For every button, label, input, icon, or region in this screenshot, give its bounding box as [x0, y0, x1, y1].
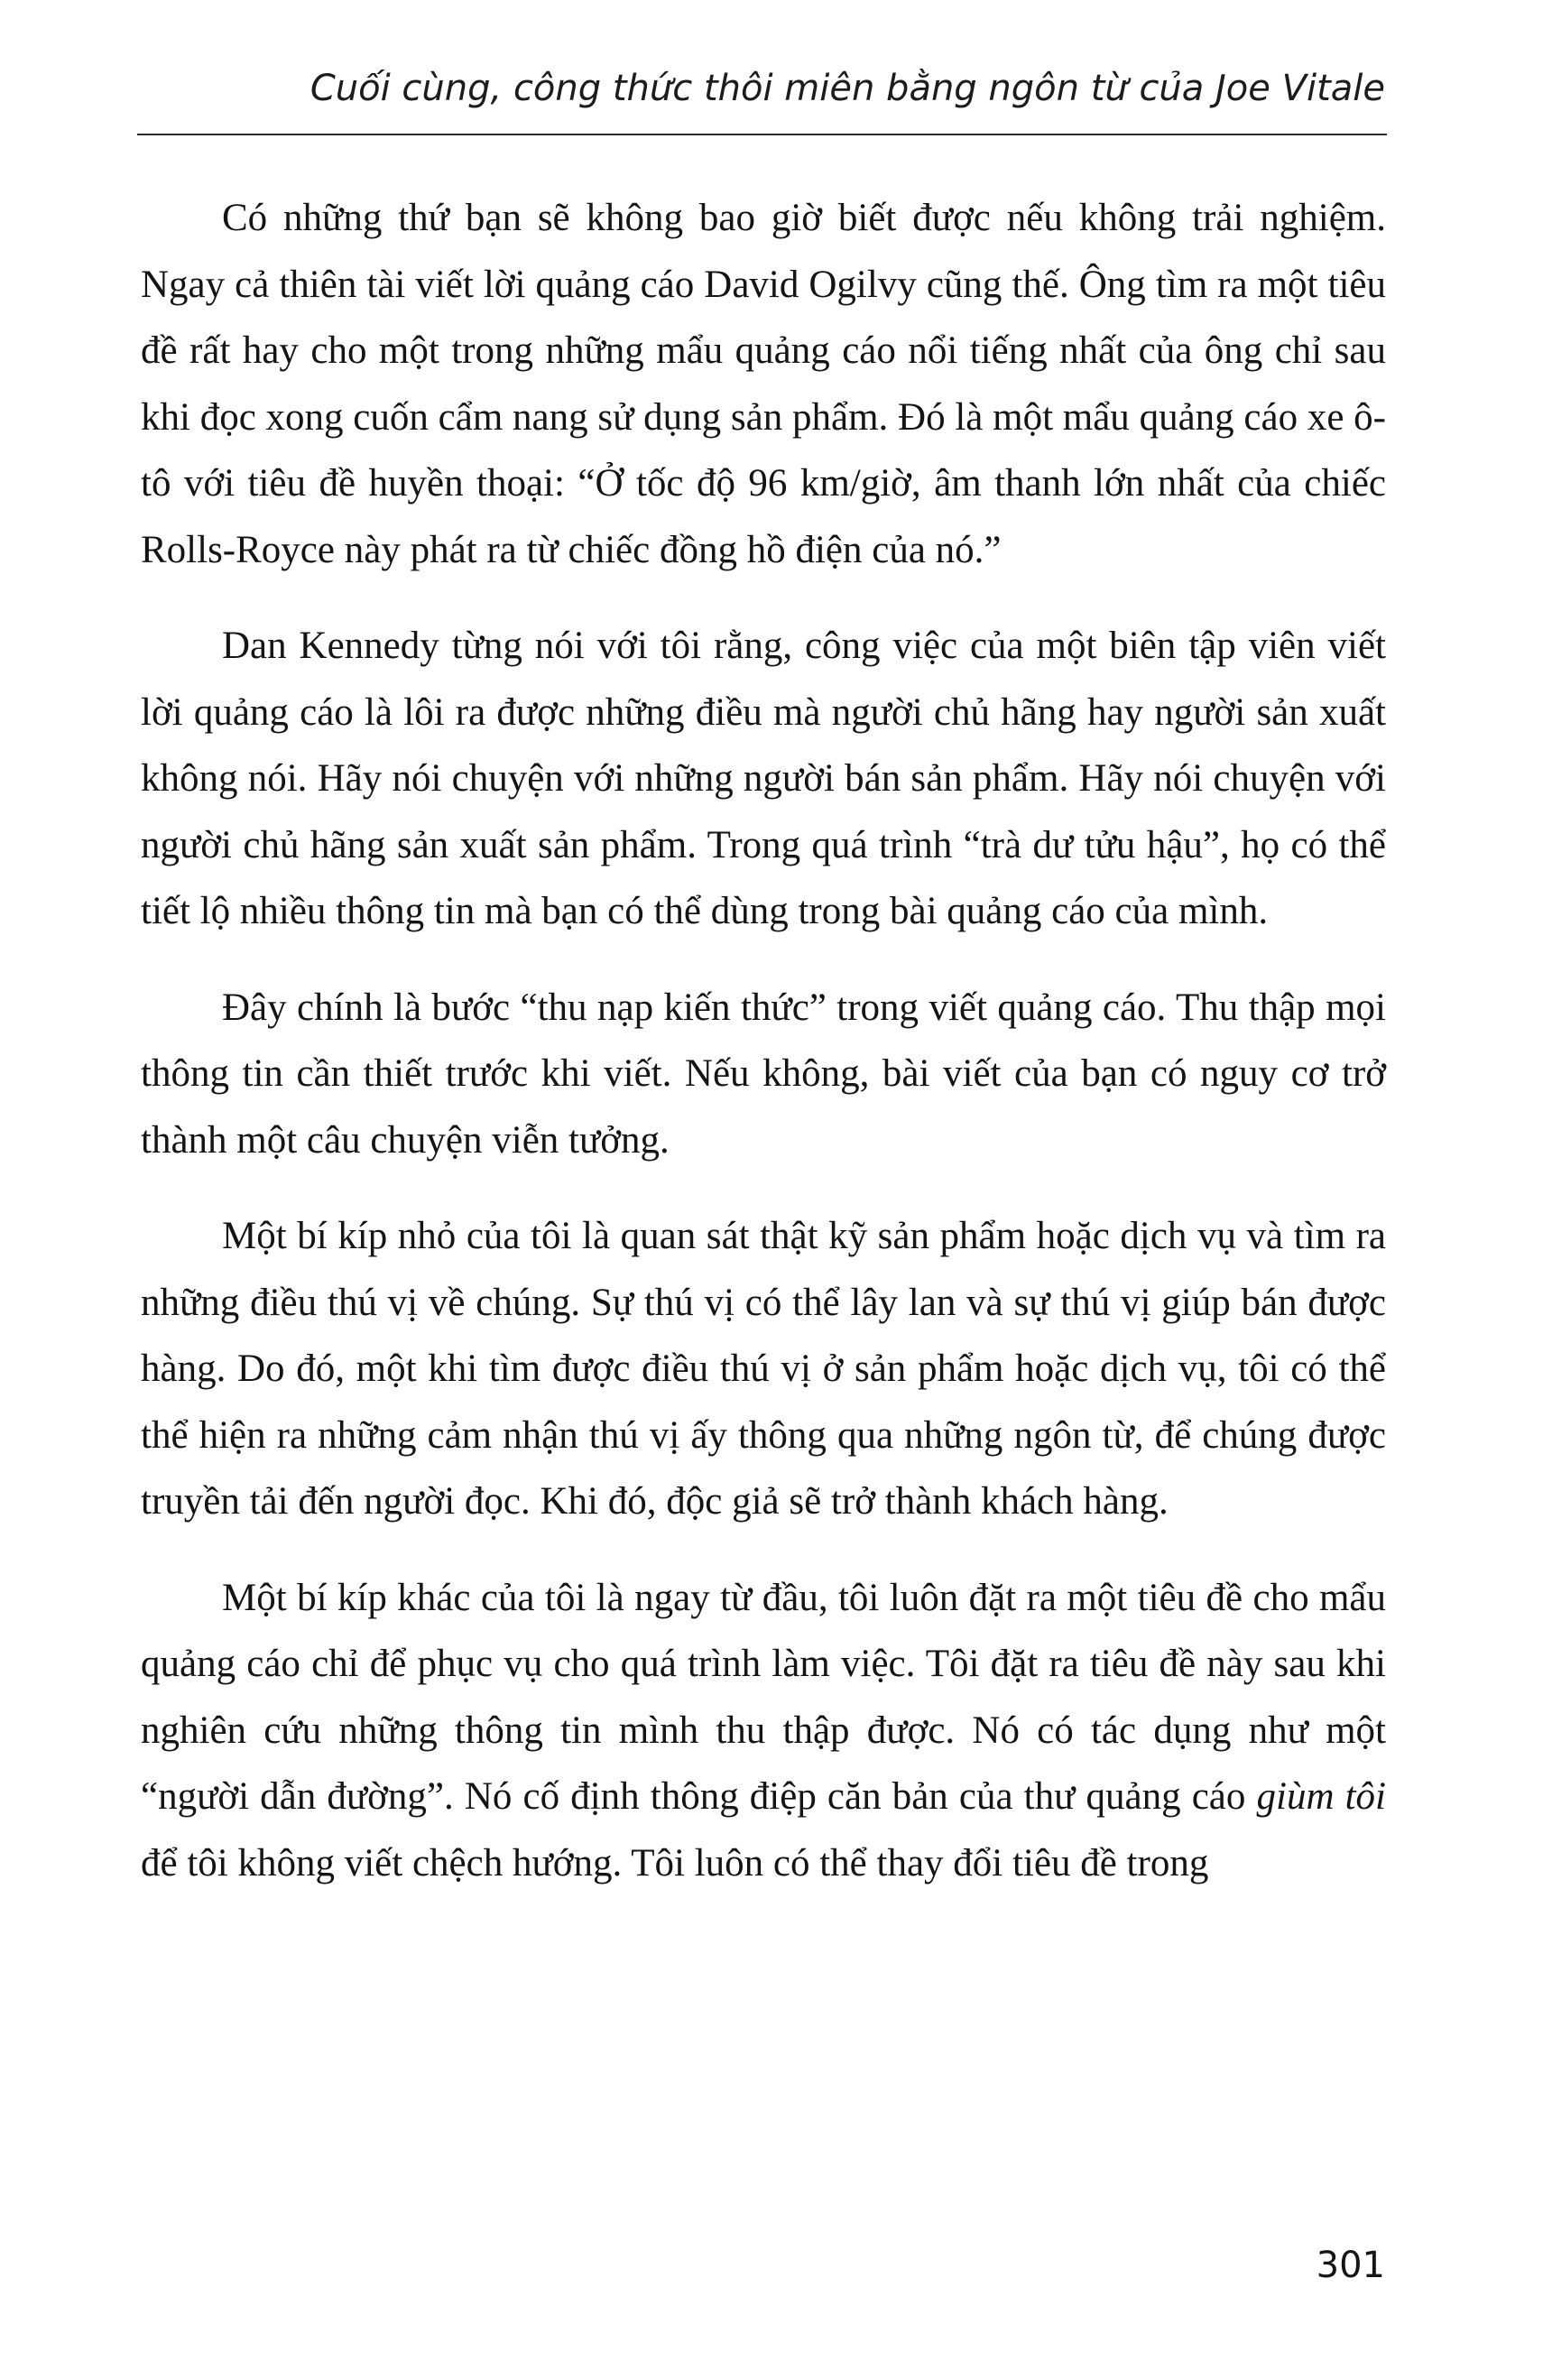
running-header-title: Cuối cùng, công thức thôi miên bằng ngôn từ của Joe Vitale	[310, 68, 1385, 109]
paragraph-kennedy: Dan Kennedy từng nói với tôi rằng, công việc của một biên tập viên viết lời quảng cáo là lôi ra được những điều mà người chủ hãng hay người sản xuất không nói. Hãy nói chuyện với những người bán sản phẩm. Hãy nói chuyện với người chủ hãng sản xuất sản phẩm. Trong quá trình “trà dư tửu hậu”, họ có thể tiết lộ nhiều thông tin mà bạn có thể dùng trong bài quảng cáo của mình.	[141, 625, 1386, 932]
paragraph-working-headline	[141, 1565, 1386, 1897]
page-number: 301	[1316, 2245, 1385, 2286]
paragraph-working-headline-part1: Một bí kíp khác của tôi là ngay từ đầu, tôi luôn đặt ra một tiêu đề cho mẩu quảng cáo chỉ để phục vụ cho quá trình làm việc. Tôi đặt ra tiêu đề này sau khi nghiên cứu những thông tin mình thu thập được. Nó có tác dụng như một “người dẫn đường”. Nó cố định thông điệp căn bản của thư quảng cáo	[141, 1576, 1386, 1818]
body-text	[141, 185, 1386, 1896]
paragraph-excitement: Một bí kíp nhỏ của tôi là quan sát thật kỹ sản phẩm hoặc dịch vụ và tìm ra những điều thú vị về chúng. Sự thú vị có thể lây lan và sự thú vị giúp bán được hàng. Do đó, một khi tìm được điều thú vị ở sản phẩm hoặc dịch vụ, tôi có thể thể hiện ra những cảm nhận thú vị ấy thông qua những ngôn từ, để chúng được truyền tải đến người đọc. Khi đó, độc giả sẽ trở thành khách hàng.	[141, 1215, 1386, 1523]
header-divider	[137, 134, 1387, 135]
paragraph-working-headline-emphasis: giùm tôi	[1256, 1775, 1386, 1818]
paragraph-ogilvy: Có những thứ bạn sẽ không bao giờ biết được nếu không trải nghiệm. Ngay cả thiên tài viết lời quảng cáo David Ogilvy cũng thế. Ông tìm ra một tiêu đề rất hay cho một trong những mẩu quảng cáo nổi tiếng nhất của ông chỉ sau khi đọc xong cuốn cẩm nang sử dụng sản phẩm. Đó là một mẩu quảng cáo xe ô-tô với tiêu đề huyền thoại: “Ở tốc độ 96 km/giờ, âm thanh lớn nhất của chiếc Rolls-Royce này phát ra từ chiếc đồng hồ điện của nó.”	[141, 197, 1386, 571]
paragraph-working-headline-part2: để tôi không viết chệch hướng. Tôi luôn có thể thay đổi tiêu đề trong	[141, 1841, 1209, 1885]
paragraph-knowledge: Đây chính là bước “thu nạp kiến thức” trong viết quảng cáo. Thu thập mọi thông tin cần thiết trước khi viết. Nếu không, bài viết của bạn có nguy cơ trở thành một câu chuyện viễn tưởng.	[141, 986, 1386, 1162]
